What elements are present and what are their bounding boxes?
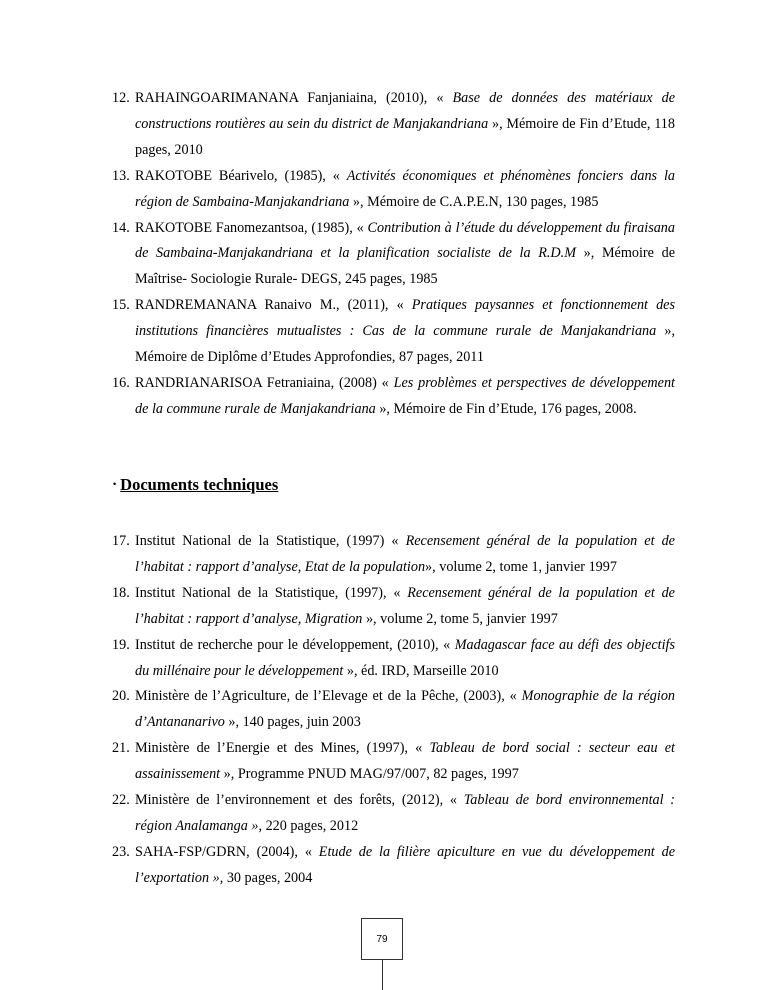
reference-number: 12.: [112, 90, 130, 106]
reference-item: [114, 164, 675, 216]
section-heading: [113, 473, 278, 497]
reference-item: [114, 371, 675, 423]
reference-details: », Programme PNUD MAG/97/007, 82 pages, 1997: [220, 766, 519, 783]
reference-author: RANDREMANANA Ranaivo M., (2011), «: [135, 297, 412, 314]
reference-number: 16.: [112, 374, 130, 391]
reference-number: 15.: [112, 297, 130, 314]
reference-details: », Mémoire de Maîtrise- Sociologie Rurale- DEGS, 245 pages, 1985: [135, 245, 675, 288]
reference-details: 30 pages, 2004: [223, 869, 313, 886]
reference-details: », éd. IRD, Marseille 2010: [343, 662, 499, 679]
reference-details: », Mémoire de Diplôme d’Etudes Approfondies, 87 pages, 2011: [135, 323, 675, 366]
reference-number: 23.: [112, 843, 130, 860]
reference-title: Tableau de bord social : secteur eau et assainissement: [135, 740, 675, 783]
reference-author: Ministère de l’Energie et des Mines, (1997), «: [135, 740, 430, 757]
reference-item: [114, 840, 675, 892]
reference-title: Activités économiques et phénomènes fonciers dans la région de Sambaina-Manjakandriana: [135, 167, 676, 210]
reference-author: Institut National de la Statistique, (1997), «: [135, 584, 408, 601]
reference-item: [114, 736, 675, 788]
reference-number: 22.: [112, 792, 130, 809]
reference-author: RAKOTOBE Béarivelo, (1985), «: [135, 167, 347, 184]
reference-list-documents: [114, 529, 675, 892]
reference-details: », Mémoire de C.A.P.E.N, 130 pages, 1985: [349, 193, 599, 210]
reference-title: Recensement général de la population et de l’habitat : rapport d’analyse, Migration: [135, 584, 675, 627]
reference-item: [114, 788, 675, 840]
reference-title: Madagascar face au défi des objectifs du millénaire pour le développement: [135, 636, 676, 679]
reference-item: [114, 633, 675, 685]
reference-title: Contribution à l’étude du développement du firaisana de Sambaina-Manjakandriana et la planification socialiste de la R.D.M: [135, 219, 675, 262]
reference-item: [114, 86, 675, 164]
reference-number: 21.: [112, 740, 130, 757]
reference-number: 18.: [112, 584, 130, 601]
reference-details: 220 pages, 2012: [262, 817, 359, 834]
reference-number: 13.: [112, 167, 130, 184]
reference-item: [114, 293, 675, 371]
reference-author: SAHA-FSP/GDRN, (2004), «: [135, 843, 319, 860]
reference-item: [114, 216, 675, 294]
reference-details: », Mémoire de Fin d’Etude, 176 pages, 2008.: [375, 400, 637, 417]
bullet-icon: •: [113, 479, 117, 489]
reference-title: Pratiques paysannes et fonctionnement des institutions financières mutualistes : Cas de la commune rurale de Manjakandriana: [135, 297, 675, 340]
reference-title: Base de données des matériaux de constructions routières au sein du district de Manjakandriana: [135, 90, 675, 132]
reference-author: Institut National de la Statistique, (1997) «: [135, 533, 406, 549]
reference-item: [114, 529, 675, 581]
section-title: Documents techniques: [120, 475, 279, 494]
reference-author: RANDRIANARISOA Fetraniaina, (2008) «: [135, 374, 394, 391]
reference-author: Institut de recherche pour le développement, (2010), «: [135, 636, 455, 653]
reference-title: Etude de la filière apiculture en vue du développement de l’exportation »,: [135, 843, 675, 886]
reference-author: Ministère de l’environnement et des forêts, (2012), «: [135, 792, 464, 809]
page-number-box: [361, 918, 403, 960]
reference-author: Ministère de l’Agriculture, de l’Elevage et de la Pêche, (2003), «: [135, 688, 522, 705]
reference-number: 14.: [112, 219, 130, 236]
reference-details: », 140 pages, juin 2003: [224, 714, 361, 731]
reference-number: 20.: [112, 688, 130, 705]
reference-number: 17.: [112, 533, 130, 549]
reference-details: », volume 2, tome 5, janvier 1997: [362, 610, 558, 627]
reference-number: 19.: [112, 636, 130, 653]
page-number-connector: [382, 960, 383, 990]
reference-list-theses: [114, 86, 675, 423]
reference-details: », volume 2, tome 1, janvier 1997: [425, 558, 617, 575]
reference-item: [114, 581, 675, 633]
reference-title: Monographie de la région d’Antananarivo: [135, 688, 676, 731]
reference-title: Recensement général de la population et de l’habitat : rapport d’analyse, Etat de la population: [135, 533, 675, 575]
reference-item: [114, 684, 675, 736]
reference-title: Tableau de bord environnemental : région Analamanga »,: [135, 792, 675, 834]
reference-author: RAKOTOBE Fanomezantsoa, (1985), «: [135, 219, 368, 236]
reference-details: », Mémoire de Fin d’Etude, 118 pages, 2010: [135, 115, 675, 158]
page-number: 79: [376, 934, 388, 945]
reference-author: RAHAINGOARIMANANA Fanjaniaina, (2010), «: [135, 90, 453, 106]
reference-title: Les problèmes et perspectives de développement de la commune rurale de Manjakandriana: [135, 374, 675, 417]
